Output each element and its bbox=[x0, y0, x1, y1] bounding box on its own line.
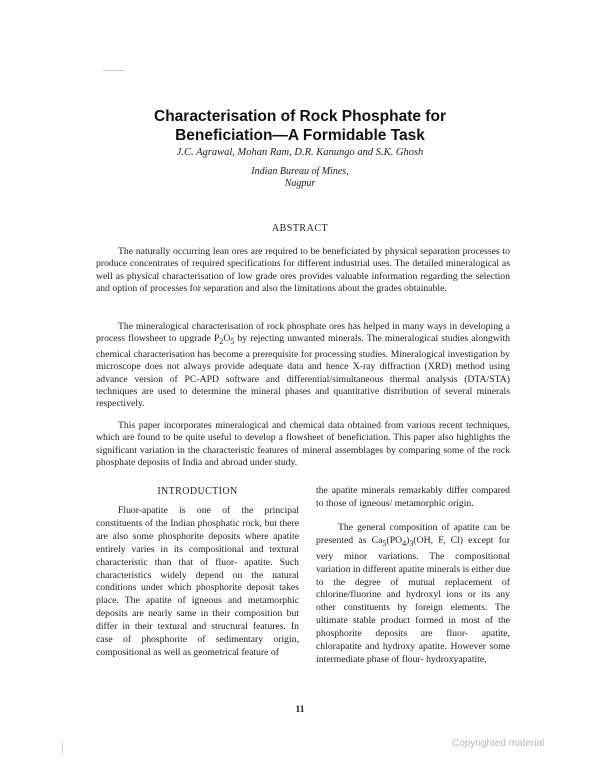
affiliation bbox=[0, 166, 600, 190]
abstract-paragraph-2 bbox=[96, 321, 510, 411]
intro-right-column-body bbox=[316, 522, 510, 667]
page-number: 11 bbox=[295, 705, 305, 715]
intro-right-text-c: ) bbox=[406, 534, 410, 546]
intro-right-column-top: the apatite minerals remarkably differ compared to those of igneous/ metamorphic origin. bbox=[316, 485, 510, 509]
abstract-paragraph-3: This paper incorporates mineralogical and chemical data obtained from various recent techniques, which are found to be quite useful to develop a flowsheet of beneficiation. This paper also highlights the significant variation in the characteristic features of mineral assemblages by comparing some of the rock phosphate deposits of India and abroad under study. bbox=[96, 420, 510, 469]
scan-mark-bottom bbox=[62, 742, 63, 754]
intro-right-text-d: (OH, F, Cl) except for very minor variations. The compositional variation in different apatite minerals is either due to the degree of mutual replacement of chlorine/fluorine and hydroxyl ions or its any other constituents by foreign elements. The ultimate stable product formed in most of the phosphorite deposits are fluor- apatite, chlorapatite and hydroxy apatite. However some intermediate phase of flour- hydroxyapatite, bbox=[316, 534, 510, 665]
abstract-heading: ABSTRACT bbox=[271, 223, 329, 234]
subscript-group: 3 bbox=[409, 538, 414, 548]
affiliation-line-2: Nagpur bbox=[284, 178, 316, 189]
intro-right-text-a: The general composition of apatite can be presented as Ca bbox=[316, 522, 510, 546]
scan-mark bbox=[103, 70, 125, 71]
section-heading-introduction: INTRODUCTION bbox=[157, 486, 238, 497]
title-line-2: Beneficiation—A Formidable Task bbox=[175, 127, 425, 144]
author-list: J.C. Agrawal, Mohan Ram, D.R. Kanungo and S.K. Ghosh bbox=[176, 147, 424, 158]
abstract-p2-text-a: The mineralogical characterisation of rock phosphate ores has helped in many ways in developing a process flowsheet to upgrade P bbox=[96, 321, 510, 345]
abstract-p2-text-b: O bbox=[223, 333, 231, 345]
subscript-ca: 5 bbox=[382, 538, 387, 548]
paper-title bbox=[0, 107, 600, 145]
abstract-paragraph-1: The naturally occurring lean ores are required to be beneficiated by physical separation processes to produce concentrates of required specifications for different industrial uses. The detailed mineralogical as well as physical characterisation of low grade ores provides valuable information regarding the selection and option of processes for separation and also the limitations about the grades obtainable. bbox=[96, 246, 510, 295]
subscript-po: 4 bbox=[402, 538, 407, 548]
intro-left-column: Fluor-apatite is one of the principal constituents of the Indian phosphatic rock, but there are also some phosphorite deposits where apatite entirely varies in its compositional and textural characteristic than that of fluor- apatite. Such characteristics widely depend on the natural conditions under which phosphorite deposit takes place. The apatite of igneous and metamorphic deposits are nearly same in their composition but differ in their textural and structural features. In case of phosphorite of sedimentary origin, compositional as well as geometrical feature of bbox=[96, 505, 299, 658]
copyright-watermark: Copyrighted material bbox=[452, 738, 545, 749]
title-line-1: Characterisation of Rock Phosphate for bbox=[154, 108, 446, 125]
subscript-5: 5 bbox=[230, 337, 235, 347]
abstract-p2-text-c: by rejecting unwanted minerals. The mineralogical studies alongwith chemical characterisation has become a prerequisite for processing studies. Mineralogical investigation by microscope does not always provide adequate data and hence X-ray diffraction (XRD) method using advance version of PC-APD software and differential/simultaneous thermal analysis (DTA/STA) techniques are used to determine the mineral phases and quantitative distribution of several minerals respectively. bbox=[96, 333, 510, 410]
subscript-2: 2 bbox=[219, 337, 224, 347]
intro-right-text-b: (PO bbox=[386, 534, 403, 546]
affiliation-line-1: Indian Bureau of Mines, bbox=[251, 166, 349, 177]
